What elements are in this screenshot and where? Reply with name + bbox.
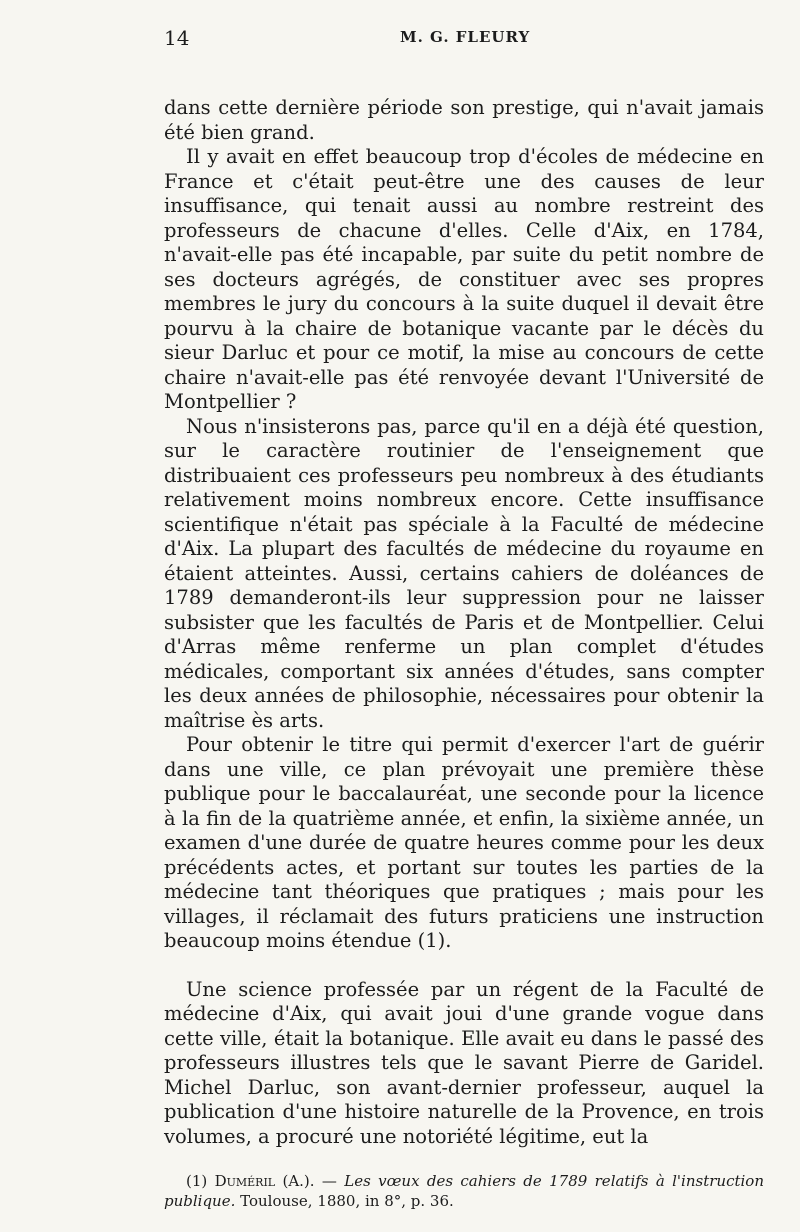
paragraph-continuation: dans cette dernière période son prestige, qui n'avait jamais été bien grand.: [164, 96, 764, 144]
footnote-imprint: Toulouse, 1880, in 8°, p. 36.: [235, 1192, 454, 1210]
footnote-marker: (1): [186, 1172, 215, 1190]
page-number: 14: [164, 26, 190, 50]
paragraph: Pour obtenir le titre qui permit d'exercer l'art de guérir dans une ville, ce plan prévoyait une première thèse publique pour le baccalauréat, une seconde pour la licence à la fin de la quatrième année, et enfin, la sixième année, un examen d'une durée de quatre heures comme pour les deux précédents actes, et portant sur toutes les parties de la médecine tant théoriques que pratiques ; mais pour les villages, il réclamait des futurs praticiens une instruction beaucoup moins étendue (1).: [164, 733, 764, 952]
body-text: [164, 96, 764, 1149]
page-header: [164, 26, 770, 56]
footnote: [164, 1171, 764, 1211]
footnote-author: Duméril: [214, 1172, 276, 1190]
running-head: M. G. FLEURY: [400, 28, 531, 46]
paragraph: Il y avait en effet beaucoup trop d'écoles de médecine en France et c'était peut-être une des causes de leur insuffisance, qui tenait aussi au nombre restreint des professeurs de chacune d'elles. Celle d'Aix, en 1784, n'avait-elle pas été incapable, par suite du petit nombre de ses docteurs agrégés, de constituer avec ses propres membres le jury du concours à la suite duquel il devait être pourvu à la chaire de botanique vacante par le décès du sieur Darluc et pour ce motif, la mise au concours de cette chaire n'avait-elle pas été renvoyée devant l'Université de Montpellier ?: [164, 145, 764, 413]
paragraph: Une science professée par un régent de la Faculté de médecine d'Aix, qui avait joui d'une grande vogue dans cette ville, était la botanique. Elle avait eu dans le passé des professeurs illustres tels que le savant Pierre de Garidel. Michel Darluc, son avant-dernier professeur, auquel la publication d'une histoire naturelle de la Provence, en trois volumes, a procuré une notoriété légitime, eut la: [164, 977, 764, 1148]
paragraph: Nous n'insisterons pas, parce qu'il en a déjà été question, sur le caractère routinier de l'enseignement que distribuaient ces professeurs peu nombreux à des étudiants relativement moins nombreux encore. Cette insuffisance scientifique n'était pas spéciale à la Faculté de médecine d'Aix. La plupart des facultés de médecine du royaume en étaient atteintes. Aussi, certains cahiers de doléances de 1789 demanderont-ils leur suppression pour ne laisser subsister que les facultés de Paris et de Montpellier. Celui d'Arras même renferme un plan complet d'études médicales, comportant six années d'études, sans compter les deux années de philosophie, nécessaires pour obtenir la maîtrise ès arts.: [164, 414, 764, 732]
footnote-work-title: Les vœux des cahiers de 1789 relatifs à l'instruction publique.: [164, 1172, 764, 1210]
footnote-initial: (A.). —: [275, 1172, 345, 1190]
